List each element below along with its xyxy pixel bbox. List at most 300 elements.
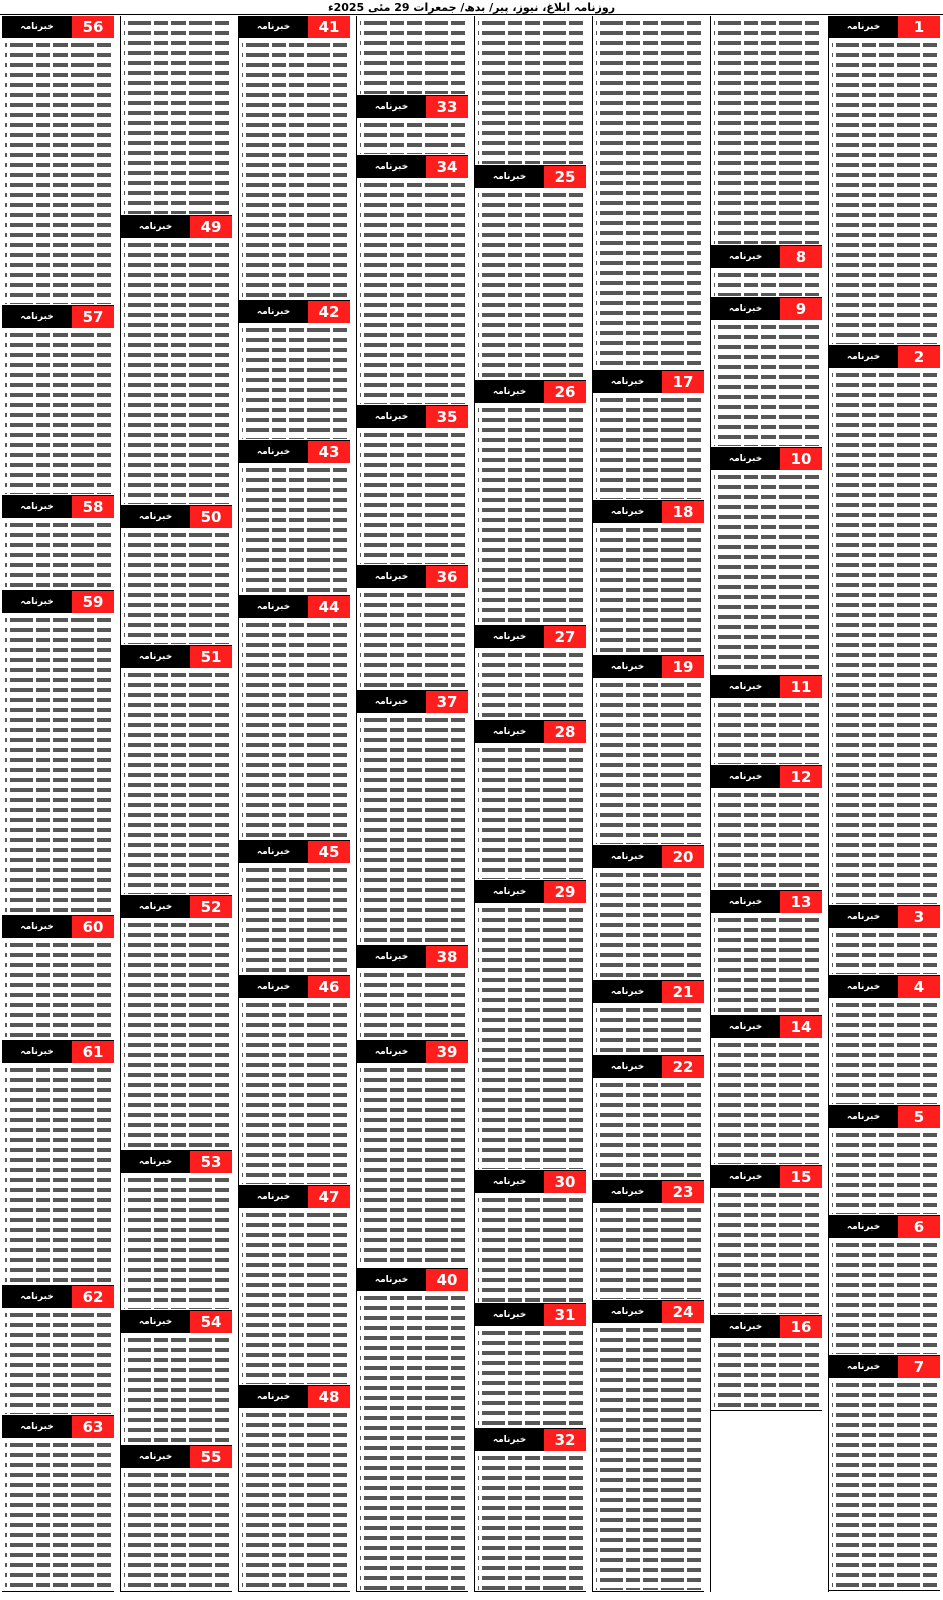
news-item-number: 2 (898, 346, 940, 368)
news-item (711, 891, 822, 1016)
news-item-label: خبرنامہ (121, 646, 190, 668)
news-item-number: 12 (780, 766, 822, 788)
news-item-number: 40 (426, 1269, 468, 1291)
news-item-body (5, 1310, 111, 1414)
news-item (239, 301, 350, 441)
news-item-label: خبرنامہ (239, 976, 308, 998)
news-item-label: خبرنامہ (711, 766, 780, 788)
news-item-header (121, 1311, 232, 1333)
news-item-body (124, 530, 229, 644)
news-item-header (829, 1356, 940, 1378)
news-item-label: خبرنامہ (2, 1286, 72, 1308)
news-column (238, 16, 350, 1592)
news-item-header (829, 1216, 940, 1238)
news-item-header (711, 298, 822, 320)
news-item-header (239, 1386, 350, 1408)
news-item-header (2, 1286, 114, 1308)
news-item-number: 52 (190, 896, 232, 918)
news-item-header (121, 1151, 232, 1173)
news-item-number: 60 (72, 916, 114, 938)
item-divider (2, 1591, 114, 1592)
news-item-number: 4 (898, 976, 940, 998)
news-item (2, 916, 114, 1041)
news-item (711, 766, 822, 891)
news-item-number: 56 (72, 16, 114, 38)
news-item-header (121, 1446, 232, 1468)
news-item-label: خبرنامہ (711, 448, 780, 470)
news-item-label: خبرنامہ (357, 691, 426, 713)
news-item-body (242, 865, 347, 974)
news-item-header (357, 156, 468, 178)
news-item (829, 1356, 940, 1591)
news-item-header (593, 501, 704, 523)
news-item (593, 501, 704, 656)
news-item-label: خبرنامہ (239, 301, 308, 323)
news-item-body (5, 1065, 111, 1284)
news-item-header (2, 496, 114, 518)
news-item (475, 881, 586, 1171)
news-item (121, 1446, 232, 1592)
news-item-header (2, 1416, 114, 1438)
news-item-label: خبرنامہ (357, 96, 426, 118)
news-item-label: خبرنامہ (711, 1316, 780, 1338)
news-item-number: 49 (190, 216, 232, 238)
news-item-label: خبرنامہ (2, 1041, 72, 1063)
news-item-body (360, 590, 465, 689)
news-item-label: خبرنامہ (121, 1151, 190, 1173)
news-item-number: 50 (190, 506, 232, 528)
news-item-header (357, 406, 468, 428)
news-item-label: خبرنامہ (475, 381, 544, 403)
news-item (475, 1304, 586, 1429)
news-item-label: خبرنامہ (2, 306, 72, 328)
news-item-header (711, 448, 822, 470)
news-item-header (2, 16, 114, 38)
news-item-number: 20 (662, 846, 704, 868)
news-item-header (829, 16, 940, 38)
news-item (475, 381, 586, 626)
news-item-label: خبرنامہ (357, 156, 426, 178)
news-item (239, 1186, 350, 1386)
news-item-number: 62 (72, 1286, 114, 1308)
news-item-label: خبرنامہ (711, 246, 780, 268)
news-item-body (478, 1195, 583, 1302)
news-item-label: خبرنامہ (593, 501, 662, 523)
news-item-body (478, 650, 583, 719)
news-item-header (829, 906, 940, 928)
news-item (239, 976, 350, 1186)
news-item-header (239, 441, 350, 463)
news-item-header (239, 301, 350, 323)
news-item-header (239, 1186, 350, 1208)
news-item-header (711, 1166, 822, 1188)
news-item-body (124, 240, 229, 504)
news-item-body (832, 40, 937, 344)
news-item-label: خبرنامہ (121, 216, 190, 238)
news-item-header (475, 1304, 586, 1326)
news-item (475, 166, 586, 381)
news-item-label: خبرنامہ (593, 371, 662, 393)
news-column (710, 16, 822, 1592)
news-item-number: 23 (662, 1181, 704, 1203)
news-column (474, 16, 586, 1592)
news-item (829, 906, 940, 976)
news-item (239, 841, 350, 976)
news-item-header (2, 591, 114, 613)
news-item-number: 25 (544, 166, 586, 188)
news-item-header (357, 566, 468, 588)
news-item (711, 1316, 822, 1411)
news-item-header (121, 216, 232, 238)
news-item-body (714, 790, 819, 889)
news-item-body (832, 1240, 937, 1354)
news-item-body (360, 1065, 465, 1267)
news-item (829, 1106, 940, 1216)
news-item-label: خبرنامہ (357, 406, 426, 428)
news-item-body (596, 395, 701, 499)
news-item (121, 896, 232, 1151)
news-item (121, 1151, 232, 1311)
news-item-label: خبرنامہ (239, 1386, 308, 1408)
news-item (593, 371, 704, 501)
news-item-label: خبرنامہ (2, 496, 72, 518)
news-item-number: 48 (308, 1386, 350, 1408)
news-item-number: 61 (72, 1041, 114, 1063)
news-item-number: 43 (308, 441, 350, 463)
news-item-label: خبرنامہ (829, 906, 898, 928)
news-item-body (478, 1328, 583, 1427)
news-item-body (124, 1175, 229, 1309)
news-item-body (714, 1190, 819, 1314)
news-item-header (593, 656, 704, 678)
news-item (357, 566, 468, 691)
news-item-header (2, 1041, 114, 1063)
news-item-body (5, 520, 111, 589)
item-divider (593, 1591, 704, 1592)
news-column (120, 16, 232, 1592)
news-item-body (832, 1130, 937, 1214)
news-item (2, 591, 114, 916)
news-item (357, 1041, 468, 1269)
news-item-number: 58 (72, 496, 114, 518)
news-item-body (124, 1470, 229, 1590)
news-item-number: 35 (426, 406, 468, 428)
news-item-label: خبرنامہ (593, 1301, 662, 1323)
news-item-body (360, 715, 465, 944)
news-item-label: خبرنامہ (593, 981, 662, 1003)
news-item-header (593, 371, 704, 393)
news-item (2, 1286, 114, 1416)
news-item (357, 691, 468, 946)
news-item-body (5, 330, 111, 494)
news-item-header (829, 976, 940, 998)
news-item (2, 1416, 114, 1592)
news-item (121, 506, 232, 646)
news-item-body (242, 1410, 347, 1590)
news-item-body (596, 525, 701, 654)
news-item-body (360, 180, 465, 404)
news-item-body (360, 1293, 465, 1590)
news-item-body (242, 465, 347, 594)
news-item (711, 298, 822, 448)
news-item-header (475, 721, 586, 743)
news-item (711, 16, 822, 246)
news-item-header (593, 1181, 704, 1203)
news-item-label: خبرنامہ (239, 441, 308, 463)
news-item-label: خبرنامہ (2, 16, 72, 38)
news-item-body (124, 1335, 229, 1444)
news-item-number: 14 (780, 1016, 822, 1038)
news-item (829, 16, 940, 346)
news-item (593, 1181, 704, 1301)
news-item-body (478, 745, 583, 879)
news-item (711, 246, 822, 298)
news-item-number: 33 (426, 96, 468, 118)
news-item-number: 24 (662, 1301, 704, 1323)
news-item (121, 646, 232, 896)
news-item (593, 656, 704, 846)
news-item-body (242, 620, 347, 839)
news-item-body (714, 1340, 819, 1409)
news-item-label: خبرنامہ (593, 656, 662, 678)
news-column (592, 16, 704, 1592)
news-item-body (832, 1380, 937, 1589)
news-item-number: 63 (72, 1416, 114, 1438)
news-column (828, 16, 940, 1592)
news-item-body (478, 905, 583, 1169)
news-item-body (124, 920, 229, 1149)
news-item-label: خبرنامہ (475, 881, 544, 903)
news-item (711, 1016, 822, 1166)
news-item-number: 44 (308, 596, 350, 618)
news-item-header (357, 691, 468, 713)
news-item-number: 36 (426, 566, 468, 588)
news-item (2, 1041, 114, 1286)
news-item-body (242, 1000, 347, 1184)
news-item-header (239, 841, 350, 863)
news-item-number: 17 (662, 371, 704, 393)
news-item-label: خبرنامہ (593, 1181, 662, 1203)
news-item-header (475, 626, 586, 648)
news-item-label: خبرنامہ (475, 1171, 544, 1193)
news-item-label: خبرنامہ (357, 1269, 426, 1291)
news-item-body (832, 1000, 937, 1104)
news-item-number: 42 (308, 301, 350, 323)
news-item-number: 28 (544, 721, 586, 743)
news-item-label: خبرنامہ (357, 566, 426, 588)
news-item-label: خبرنامہ (711, 891, 780, 913)
news-item-body (124, 18, 229, 214)
news-item-header (711, 1316, 822, 1338)
news-item-label: خبرنامہ (239, 596, 308, 618)
news-item (121, 1311, 232, 1446)
news-item-number: 7 (898, 1356, 940, 1378)
news-item-number: 47 (308, 1186, 350, 1208)
news-item-header (475, 166, 586, 188)
news-item-number: 55 (190, 1446, 232, 1468)
news-item-body (242, 1210, 347, 1384)
news-item-header (475, 1429, 586, 1451)
news-item (593, 16, 704, 371)
news-item-number: 30 (544, 1171, 586, 1193)
news-item-label: خبرنامہ (829, 1106, 898, 1128)
masthead-rule (0, 14, 943, 15)
news-item-body (242, 325, 347, 439)
news-item-header (121, 896, 232, 918)
news-item-body (478, 405, 583, 624)
news-item (829, 976, 940, 1106)
news-item-label: خبرنامہ (2, 591, 72, 613)
news-item (357, 1269, 468, 1592)
news-item-header (711, 1016, 822, 1038)
news-item (2, 16, 114, 306)
news-column (356, 16, 468, 1592)
news-item-label: خبرنامہ (475, 166, 544, 188)
news-item-label: خبرنامہ (711, 1016, 780, 1038)
news-item (711, 448, 822, 676)
news-item-label: خبرنامہ (121, 1446, 190, 1468)
news-item (357, 156, 468, 406)
news-item (593, 981, 704, 1056)
news-item-number: 21 (662, 981, 704, 1003)
news-item-header (121, 506, 232, 528)
news-item-header (475, 1171, 586, 1193)
news-item-label: خبرنامہ (593, 1056, 662, 1078)
news-item-body (5, 615, 111, 914)
news-item-label: خبرنامہ (121, 896, 190, 918)
news-item-number: 45 (308, 841, 350, 863)
news-item-header (593, 1056, 704, 1078)
news-item-header (121, 646, 232, 668)
news-item-label: خبرنامہ (711, 676, 780, 698)
news-item-body (596, 870, 701, 979)
news-item (711, 676, 822, 766)
news-item-number: 10 (780, 448, 822, 470)
news-item (121, 216, 232, 506)
news-item-label: خبرنامہ (239, 16, 308, 38)
item-divider (239, 1591, 350, 1592)
news-item-header (2, 306, 114, 328)
news-item-number: 46 (308, 976, 350, 998)
news-item-number: 53 (190, 1151, 232, 1173)
news-item-number: 54 (190, 1311, 232, 1333)
news-item-header (593, 981, 704, 1003)
news-item-header (475, 881, 586, 903)
news-item-header (475, 381, 586, 403)
news-item-header (711, 891, 822, 913)
news-item (593, 846, 704, 981)
news-item-body (360, 18, 465, 94)
news-item-body (5, 940, 111, 1039)
news-item-label: خبرنامہ (239, 1186, 308, 1208)
news-item-body (596, 680, 701, 844)
news-item-header (357, 1269, 468, 1291)
news-item-number: 19 (662, 656, 704, 678)
masthead: روزنامہ ابلاغ، نیوز، پیر/ بدھ/ جمعرات 29 مئی 2025ء (327, 1, 616, 14)
news-item-header (593, 1301, 704, 1323)
news-item-number: 15 (780, 1166, 822, 1188)
news-item-body (478, 190, 583, 379)
news-item-header (711, 246, 822, 268)
news-column (2, 16, 114, 1592)
news-item-label: خبرنامہ (239, 841, 308, 863)
news-item-label: خبرنامہ (711, 1166, 780, 1188)
news-item-label: خبرنامہ (357, 1041, 426, 1063)
news-item-body (596, 1205, 701, 1299)
news-item-number: 26 (544, 381, 586, 403)
news-item (121, 16, 232, 216)
news-item-body (714, 1040, 819, 1164)
news-item-body (596, 1325, 701, 1590)
news-item-header (239, 16, 350, 38)
news-item-label: خبرنامہ (829, 16, 898, 38)
news-item-body (5, 1440, 111, 1590)
news-item-body (360, 970, 465, 1039)
news-item-number: 8 (780, 246, 822, 268)
news-item (239, 441, 350, 596)
news-item-label: خبرنامہ (475, 721, 544, 743)
news-item-label: خبرنامہ (2, 1416, 72, 1438)
news-item (2, 306, 114, 496)
news-item-label: خبرنامہ (829, 976, 898, 998)
news-item-number: 27 (544, 626, 586, 648)
news-item-header (2, 916, 114, 938)
news-item-number: 31 (544, 1304, 586, 1326)
news-item-number: 37 (426, 691, 468, 713)
news-item-body (714, 700, 819, 764)
news-item (475, 1429, 586, 1592)
news-item-number: 1 (898, 16, 940, 38)
news-item-body (832, 370, 937, 904)
news-item-body (832, 930, 937, 974)
news-item (357, 406, 468, 566)
news-item-label: خبرنامہ (711, 298, 780, 320)
news-item (357, 96, 468, 156)
news-item-header (239, 596, 350, 618)
news-item-header (357, 946, 468, 968)
news-item (2, 496, 114, 591)
news-item-body (5, 40, 111, 304)
news-item-label: خبرنامہ (357, 946, 426, 968)
news-item (593, 1056, 704, 1181)
news-item-label: خبرنامہ (829, 346, 898, 368)
news-item-header (593, 846, 704, 868)
news-item (711, 1166, 822, 1316)
news-item-body (714, 322, 819, 446)
news-item-label: خبرنامہ (2, 916, 72, 938)
news-item-label: خبرنامہ (829, 1356, 898, 1378)
news-item (239, 1386, 350, 1592)
news-item (593, 1301, 704, 1592)
news-item-header (357, 1041, 468, 1063)
news-item-body (596, 18, 701, 369)
news-item (357, 16, 468, 96)
news-item-body (714, 270, 819, 296)
news-item-number: 29 (544, 881, 586, 903)
item-divider (357, 1591, 468, 1592)
item-divider (475, 1591, 586, 1592)
news-item-number: 32 (544, 1429, 586, 1451)
news-item-header (239, 976, 350, 998)
news-item-number: 18 (662, 501, 704, 523)
news-item-number: 16 (780, 1316, 822, 1338)
news-item (475, 721, 586, 881)
news-item (475, 626, 586, 721)
news-item-body (714, 472, 819, 674)
news-item-body (596, 1080, 701, 1179)
news-item-number: 13 (780, 891, 822, 913)
news-item-number: 9 (780, 298, 822, 320)
